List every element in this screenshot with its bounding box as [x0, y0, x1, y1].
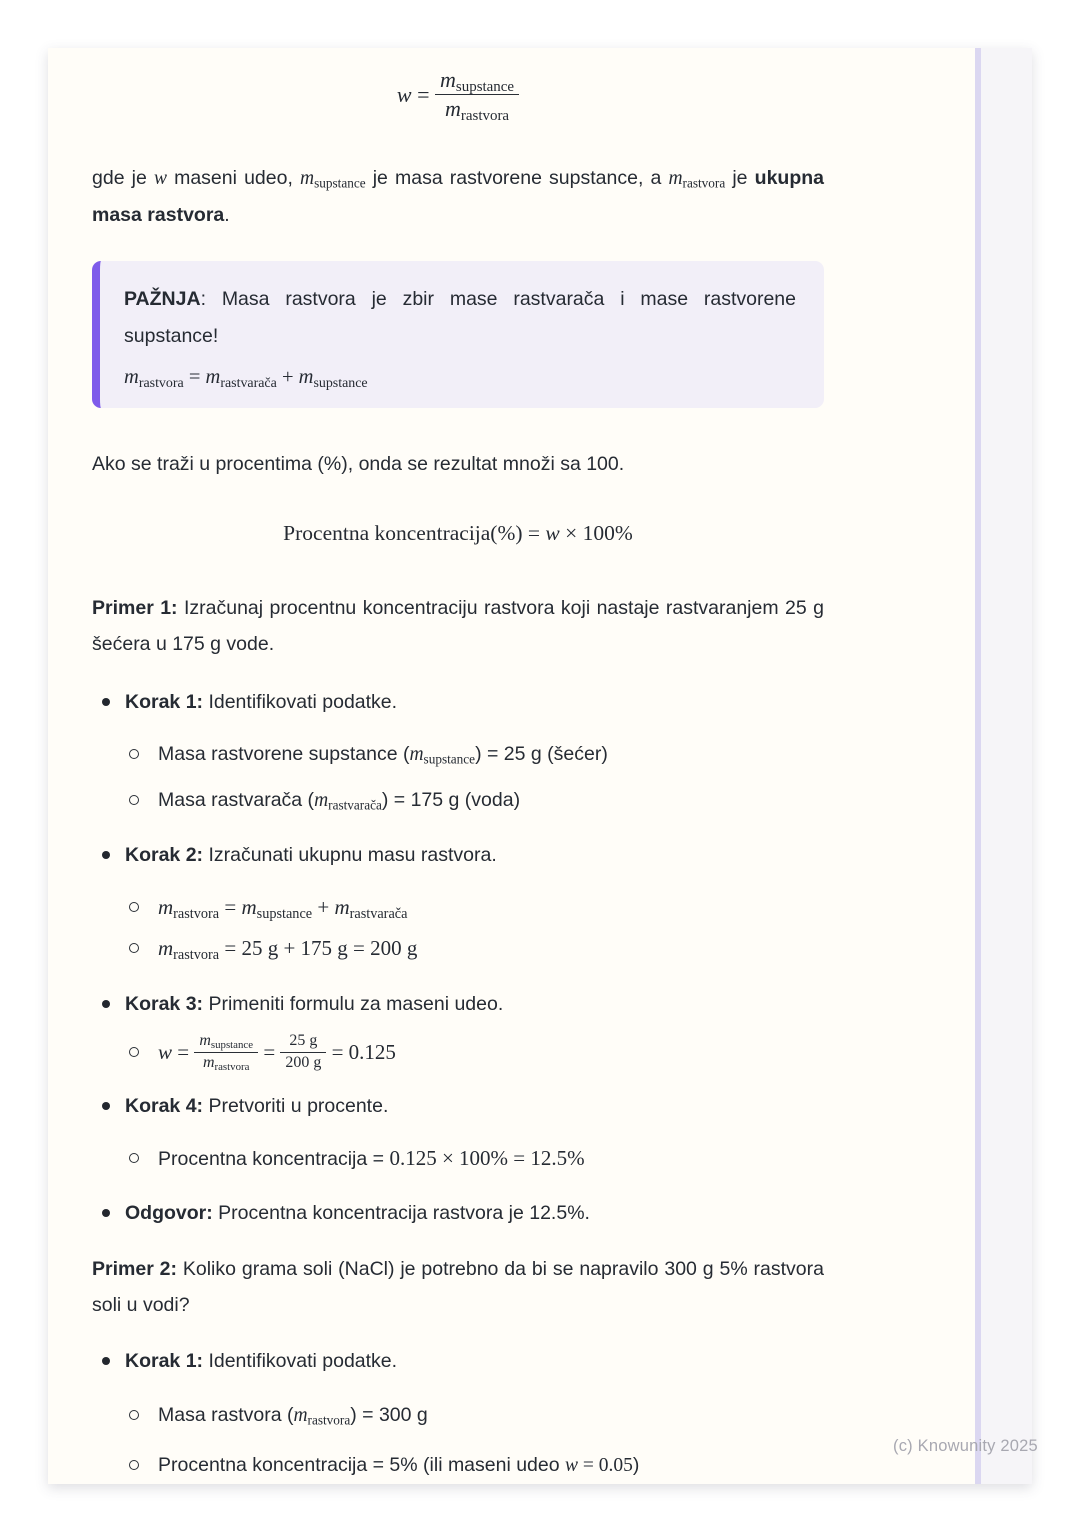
math-var-m: m — [158, 936, 174, 960]
math-subscript: supstance — [314, 175, 366, 191]
math-plus: + — [276, 366, 299, 388]
fraction — [194, 1032, 258, 1072]
math-var-w: w — [158, 1040, 173, 1064]
fraction-numerator — [194, 1032, 258, 1052]
document-page — [48, 48, 975, 1484]
step-label: Korak 3: — [125, 993, 204, 1015]
bold-phrase: ukupna masa rastvora — [92, 167, 824, 226]
answer-label: Odgovor: — [125, 1202, 213, 1225]
math-subscript: supstance — [210, 1039, 254, 1052]
list-item-text — [125, 1088, 388, 1124]
circle-bullet-icon — [129, 902, 139, 912]
math-var-m: m — [668, 168, 683, 189]
list-item-korak1-primer2 — [92, 1343, 824, 1379]
math-equals: = — [172, 1040, 195, 1064]
fraction — [280, 1032, 326, 1072]
list-item-text — [125, 684, 397, 720]
watermark: (c) Knowunity 2025 — [893, 1437, 1038, 1455]
list-item-text — [158, 1140, 585, 1177]
bullet-icon — [102, 851, 110, 859]
intro-paragraph — [92, 160, 824, 233]
list-subitem — [129, 736, 824, 773]
math-expression: = 0.05 — [578, 1455, 633, 1477]
bullet-icon — [102, 698, 110, 706]
bullet-icon — [102, 1209, 110, 1217]
math-var-m: m — [409, 744, 424, 765]
text-segment: gde je — [92, 167, 154, 189]
primer2-label: Primer 2: — [92, 1258, 177, 1281]
text-segment: ) = 25 g (šećer) — [475, 743, 608, 765]
list-item-text — [158, 736, 608, 773]
text-segment: Procentna koncentracija(%) = — [283, 521, 546, 545]
text-segment: . — [224, 204, 230, 226]
formula-mass-fraction-values — [158, 1034, 396, 1074]
math-subscript: supstance — [423, 751, 476, 767]
text-segment: Masa rastvora je zbir mase rastvarača i mase rastvorene supstance! — [124, 288, 796, 347]
formula-sum-values — [158, 930, 417, 966]
math-expression: 0.125 × 100% = 12.5% — [389, 1146, 585, 1171]
text-segment: : — [200, 288, 222, 310]
math-subscript: supstance — [256, 905, 313, 922]
page-content — [48, 48, 824, 1484]
math-subscript: rastvarača — [349, 905, 408, 922]
math-subscript: supstance — [313, 375, 368, 391]
primer2-paragraph — [92, 1251, 824, 1323]
math-equals: = — [183, 366, 206, 388]
math-var-w: w — [153, 168, 167, 189]
list-subitem — [129, 782, 824, 819]
list-item-text — [125, 1343, 397, 1379]
formula-sum — [158, 889, 407, 925]
math-var-w: w — [545, 521, 560, 545]
math-equals: = — [326, 1040, 349, 1064]
bullet-icon — [102, 1000, 110, 1008]
math-var-m: m — [440, 67, 456, 93]
circle-bullet-icon — [129, 795, 139, 805]
text-segment: Procentna koncentracija = — [158, 1148, 390, 1171]
math-subscript: rastvarača — [328, 797, 382, 813]
circle-bullet-icon — [129, 749, 139, 759]
list-item-text — [158, 1447, 639, 1484]
text-segment: Identifikovati podatke. — [203, 691, 398, 713]
math-equals: = — [219, 895, 242, 919]
text-segment: Primeniti formulu za maseni udeo. — [203, 993, 504, 1015]
attention-box — [92, 261, 824, 408]
list-subitem-formula — [129, 1034, 824, 1074]
document-viewer — [48, 48, 1032, 1484]
math-subscript: supstance — [455, 79, 515, 96]
math-var-m: m — [298, 366, 314, 388]
list-item-text — [158, 1397, 428, 1434]
text-segment: ) = 175 g (voda) — [381, 789, 521, 811]
text-segment: je — [725, 167, 755, 189]
circle-bullet-icon — [129, 943, 139, 953]
step-label: Korak 1: — [125, 691, 204, 713]
math-var-w: w — [565, 1455, 579, 1477]
list-item-text — [125, 986, 503, 1022]
primer1-paragraph — [92, 590, 824, 662]
math-var-m: m — [445, 95, 461, 121]
math-result: 0.125 — [348, 1040, 396, 1064]
list-subitem — [129, 1447, 824, 1484]
math-subscript: rastvora — [173, 905, 220, 922]
math-subscript: rastvora — [682, 175, 726, 191]
math-var-m: m — [299, 168, 315, 189]
formula-mass-fraction — [92, 64, 824, 126]
formula-total-mass — [124, 358, 796, 396]
math-var-m: m — [202, 1053, 215, 1071]
formula-percent-concentration — [92, 518, 824, 548]
list-subitem-formula — [129, 889, 824, 925]
fraction-denominator — [435, 95, 519, 124]
text-segment: maseni udeo, — [166, 167, 300, 189]
percent-note: Ako se traži u procentima (%), onda se rezultat množi sa 100. — [92, 453, 625, 475]
text-segment: Izračunati ukupnu masu rastvora. — [203, 844, 497, 866]
text-segment: Izračunaj procentnu koncentraciju rastvora koji nastaje rastvaranjem 25 g šećera u 175 g vode. — [92, 597, 824, 655]
step-label: Korak 1: — [125, 1350, 204, 1373]
math-var-m: m — [241, 895, 257, 919]
list-item-korak4 — [92, 1088, 824, 1124]
text-segment: je masa rastvorene supstance, a — [365, 167, 669, 189]
text-segment: Koliko grama soli (NaCl) je potrebno da bi se napravilo 300 g 5% rastvora soli u vodi? — [92, 1258, 824, 1317]
text-segment: ) = 300 g — [350, 1404, 428, 1427]
text-segment: × 100% — [559, 521, 633, 545]
text-segment: Pretvoriti u procente. — [203, 1095, 389, 1118]
math-var-w: w — [396, 82, 412, 107]
circle-bullet-icon — [129, 1047, 139, 1057]
step-label: Korak 4: — [125, 1095, 204, 1118]
circle-bullet-icon — [129, 1410, 139, 1420]
math-var-m: m — [205, 366, 221, 388]
math-equals: = — [411, 82, 436, 107]
step-label: Korak 2: — [125, 844, 204, 866]
text-segment: Masa rastvorene supstance ( — [158, 743, 410, 765]
text-segment: ) — [632, 1454, 640, 1477]
list-item-text — [125, 837, 497, 873]
math-var-m: m — [334, 895, 350, 919]
bullet-icon — [102, 1102, 110, 1110]
text-segment: Identifikovati podatke. — [203, 1350, 398, 1373]
attention-text — [124, 281, 796, 355]
list-item-korak2 — [92, 837, 824, 873]
math-var-m: m — [199, 1032, 211, 1050]
list-item-text — [158, 782, 520, 819]
text-segment: Procentna koncentracija rastvora je 12.5%. — [212, 1202, 590, 1225]
math-var-m: m — [314, 790, 329, 811]
text-segment: Masa rastvarača ( — [158, 789, 315, 811]
math-equals: = — [258, 1040, 281, 1064]
math-subscript: rastvora — [307, 1412, 351, 1428]
list-subitem-formula — [129, 930, 824, 966]
list-item-korak1 — [92, 684, 824, 720]
math-plus: + — [312, 895, 335, 919]
fraction-numerator — [435, 67, 519, 94]
text-segment: Masa rastvora ( — [158, 1404, 294, 1427]
right-rail — [981, 48, 1032, 1484]
list-subitem — [129, 1140, 824, 1177]
math-subscript: rastvora — [138, 375, 184, 391]
math-expression: = 25 g + 175 g = 200 g — [219, 936, 418, 960]
math-subscript: rastvora — [460, 107, 510, 124]
list-subitem — [129, 1397, 824, 1434]
math-subscript: rastvarača — [220, 375, 277, 391]
list-item-korak3 — [92, 986, 824, 1022]
circle-bullet-icon — [129, 1460, 139, 1470]
math-var-m: m — [293, 1405, 308, 1427]
math-subscript: rastvora — [214, 1060, 250, 1073]
text-segment: Procentna koncentracija = 5% (ili maseni udeo — [158, 1454, 566, 1477]
attention-label: PAŽNJA — [124, 288, 201, 310]
fraction-numerator: 25 g — [280, 1032, 326, 1052]
math-var-m: m — [124, 366, 139, 388]
fraction-denominator: 200 g — [285, 1053, 322, 1071]
fraction — [435, 67, 519, 124]
primer1-label: Primer 1: — [92, 597, 178, 619]
list-item-text — [125, 1195, 590, 1231]
math-subscript: rastvora — [173, 946, 220, 963]
math-var-m: m — [158, 895, 174, 919]
list-item-odgovor — [92, 1195, 824, 1231]
bullet-icon — [102, 1357, 110, 1365]
circle-bullet-icon — [129, 1153, 139, 1163]
fraction-denominator — [194, 1053, 258, 1072]
